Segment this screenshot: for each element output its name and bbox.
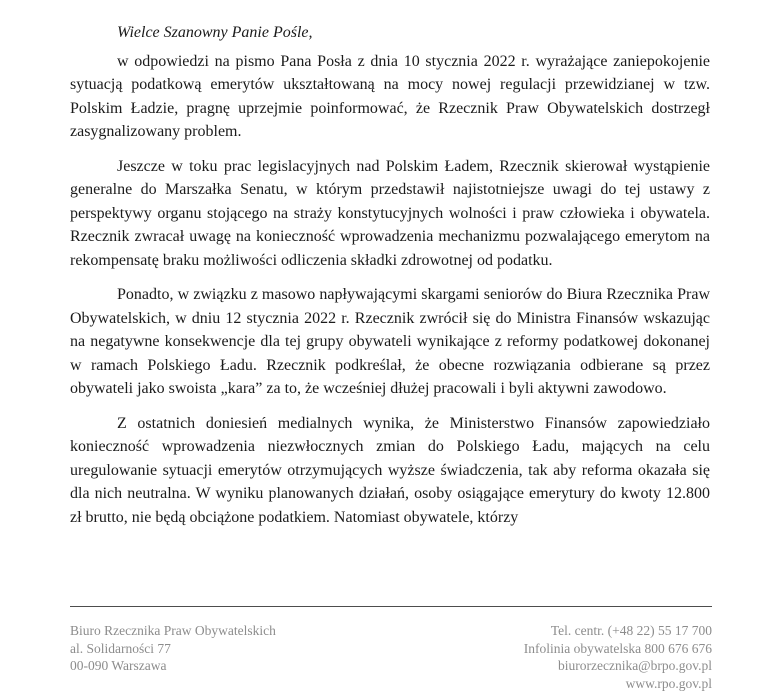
footer-columns [70,622,712,692]
citizen-hotline: Infolinia obywatelska 800 676 676 [523,640,712,656]
office-street: al. Solidarności 77 [70,640,171,656]
office-name: Biuro Rzecznika Praw Obywatelskich [70,623,276,638]
letter-footer [70,606,712,692]
paragraph-media-reports: Z ostatnich doniesień medialnych wynika, że Ministerstwo Finansów zapowiedziało konieczność wprowadzenia niezwłocznych zmian do Polskiego Ładu, mających na celu uregulowanie sytuacji emerytów otrzymujących wyższe świadczenia, tak aby reforma okazała się dla nich neutralna. W wyniku planowanych działań, osoby osiągające emerytury do kwoty 12.800 zł brutto, nie będą obciążone podatkiem. Natomiast obywatele, którzy [70,414,710,526]
paragraph-finance-minister: Ponadto, w związku z masowo napływającymi skargami seniorów do Biura Rzecznika Praw Obywatelskich, w dniu 12 stycznia 2022 r. Rzecznik zwrócił się do Ministra Finansów wskazując na negatywne konsekwencje dla tej grupy obywateli wynikające z reformy podatkowej dokonanej w ramach Polskiego Ładu. Rzecznik podkreślał, że obecne rozwiązania odbierane są przez obywateli jako swoista „kara” za to, że wcześniej dłużej pracowali i byli aktywni zawodowo. [70,286,710,397]
paragraph-senate-statement: Jeszcze w toku prac legislacyjnych nad Polskim Ładem, Rzecznik skierował wystąpienie generalne do Marszałka Senatu, w którym przedstawił najistotniejsze uwagi do tej ustawy z perspektywy organu stojącego na straży konstytucyjnych wolności i praw człowieka i obywatela. Rzecznik zwracał uwagę na konieczność wprowadzenia mechanizmu pozwalającego emerytom na rekompensatę braku możliwości odliczenia składki zdrowotnej od podatku. [70,157,710,269]
office-city: 00-090 Warszawa [70,658,167,673]
office-email: biurorzecznika@brpo.gov.pl [557,658,712,673]
letter-body [70,21,710,540]
salutation: Wielce Szanowny Panie Pośle, [117,24,313,41]
paragraph-intro: w odpowiedzi na pismo Pana Posła z dnia 10 stycznia 2022 r. wyrażające zaniepokojenie sytuacją podatkową emerytów ukształtowaną na mocy nowej regulacji przewidzianej w tzw. Polskim Ładzie, pragnę uprzejmie poinformować, że Rzecznik Praw Obywatelskich dostrzegł zasygnalizowany problem. [70,52,710,140]
office-contact-block [524,622,712,692]
office-address-block [70,622,276,675]
office-website: www.rpo.gov.pl [625,675,712,691]
phone-central: Tel. centr. (+48 22) 55 17 700 [550,623,712,638]
